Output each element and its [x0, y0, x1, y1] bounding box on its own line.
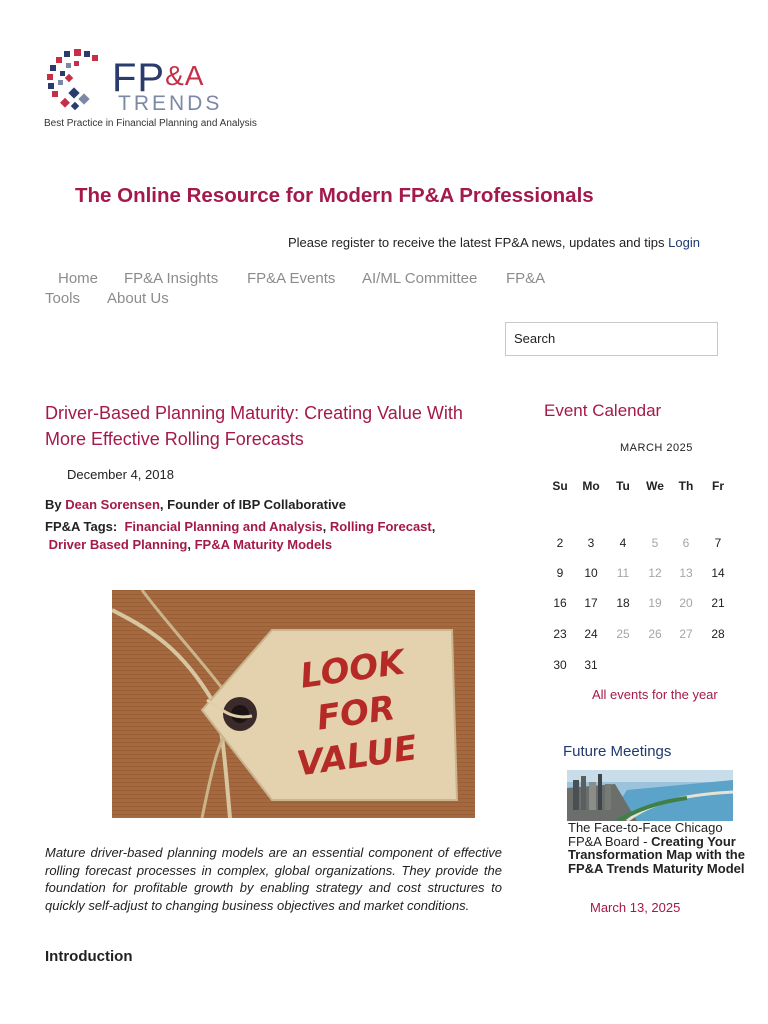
site-headline: The Online Resource for Modern FP&A Professionals — [75, 184, 594, 207]
calendar-day[interactable]: 16 — [553, 596, 567, 610]
calendar-dow: Mo — [582, 479, 600, 493]
calendar-day[interactable]: 28 — [711, 627, 725, 641]
calendar-day[interactable]: 23 — [553, 627, 567, 641]
all-events-link[interactable]: All events for the year — [592, 687, 718, 702]
meeting-title-link[interactable] — [568, 821, 748, 875]
hero-text-look: LOOK — [297, 642, 407, 697]
calendar-day[interactable]: 26 — [648, 627, 662, 641]
logo-fp-text: FP — [112, 56, 166, 100]
logo-amp-text: &A — [165, 60, 205, 91]
calendar-day[interactable]: 18 — [616, 596, 630, 610]
calendar-month: MARCH 2025 — [620, 442, 693, 454]
calendar-day[interactable]: 3 — [587, 536, 595, 550]
nav-item-fpa-events[interactable]: FP&A Events — [247, 270, 336, 287]
byline — [45, 496, 346, 514]
login-link[interactable]: Login — [668, 235, 700, 250]
article-date: December 4, 2018 — [67, 467, 174, 482]
calendar-day[interactable]: 25 — [616, 627, 630, 641]
calendar-day[interactable]: 19 — [648, 596, 662, 610]
section-heading-introduction: Introduction — [45, 948, 133, 965]
tag-financial-planning[interactable]: Financial Planning and Analysis — [124, 519, 323, 534]
hero-text-value: VALUE — [294, 728, 420, 785]
calendar-day[interactable]: 17 — [584, 596, 598, 610]
article-excerpt: Mature driver-based planning models are an essential component of effective rolling forecast processes in complex, global organizations. They provide the foundation for profitable growth by enabling strategy and cost structures to quickly self-adjust to changing business objectives and market conditions. — [45, 845, 502, 914]
calendar-day[interactable]: 6 — [682, 536, 690, 550]
calendar-day[interactable]: 20 — [679, 596, 693, 610]
calendar-day[interactable]: 13 — [679, 566, 693, 580]
nav-item-home[interactable]: Home — [58, 270, 99, 287]
calendar-day[interactable]: 31 — [584, 658, 598, 672]
byline-by: By — [45, 497, 62, 512]
meeting-lead: The Face-to-Face Chicago FP&A Board - — [568, 820, 723, 849]
author-link[interactable]: Dean Sorensen — [65, 497, 160, 512]
register-line — [288, 234, 700, 251]
future-meetings-title: Future Meetings — [563, 743, 672, 760]
hero-text-for: FOR — [314, 688, 398, 739]
nav-item-aiml-committee[interactable]: AI/ML Committee — [362, 270, 478, 287]
meeting-bold-title: Creating Your Transformation Map with the FP&A Trends Maturity Model — [568, 833, 745, 876]
logo-trends-text: TRENDS — [118, 92, 223, 115]
tags-label: FP&A Tags: — [45, 519, 118, 534]
nav-item-fpa-insights[interactable]: FP&A Insights — [124, 270, 219, 287]
article-title[interactable]: Driver-Based Planning Maturity: Creating Value With More Effective Rolling Forecasts — [45, 403, 463, 449]
tags-line: FP&A Tags: Financial Planning and Analysis, Rolling Forecast, Driver Based Planning, FP&A Maturity Models — [45, 519, 436, 552]
nav-item-about-us[interactable]: About Us — [107, 290, 169, 307]
calendar-day[interactable]: 7 — [714, 536, 722, 550]
calendar-dow: Tu — [616, 479, 630, 493]
calendar-dow: Fr — [712, 479, 724, 493]
calendar-day[interactable]: 11 — [616, 566, 630, 580]
article-hero-image — [112, 590, 475, 818]
meeting-date: March 13, 2025 — [590, 900, 681, 915]
calendar-day[interactable]: 12 — [648, 566, 662, 580]
calendar-day[interactable]: 30 — [553, 658, 567, 672]
calendar-day[interactable]: 9 — [556, 566, 564, 580]
calendar-day[interactable]: 27 — [679, 627, 693, 641]
calendar-day[interactable]: 21 — [711, 596, 725, 610]
register-text: Please register to receive the latest FP&A news, updates and tips — [288, 235, 665, 250]
calendar-day[interactable]: 14 — [711, 566, 725, 580]
tag-rolling-forecast[interactable]: Rolling Forecast — [329, 519, 432, 534]
tag-fpa-maturity-models[interactable]: FP&A Maturity Models — [194, 537, 333, 552]
search-input[interactable]: Search — [505, 322, 718, 356]
meeting-thumbnail-image[interactable] — [567, 770, 733, 821]
calendar-day[interactable]: 5 — [651, 536, 659, 550]
logo-icon[interactable] — [44, 45, 112, 113]
event-calendar-title: Event Calendar — [544, 401, 662, 420]
nav-item-fpa-tools[interactable]: FP&A — [506, 270, 546, 287]
author-role: , Founder of IBP Collaborative — [159, 497, 347, 512]
nav-item-fpa-tools-cont[interactable]: Tools — [45, 290, 81, 307]
calendar-day[interactable]: 10 — [584, 566, 598, 580]
calendar-dow: We — [646, 479, 664, 493]
calendar-day[interactable]: 2 — [556, 536, 564, 550]
logo-tagline: Best Practice in Financial Planning and Analysis — [44, 118, 257, 129]
calendar-dow: Su — [552, 479, 568, 493]
tag-driver-based-planning[interactable]: Driver Based Planning — [48, 537, 188, 552]
calendar-day[interactable]: 24 — [584, 627, 598, 641]
calendar-day[interactable]: 4 — [619, 536, 627, 550]
calendar-dow: Th — [678, 479, 694, 493]
